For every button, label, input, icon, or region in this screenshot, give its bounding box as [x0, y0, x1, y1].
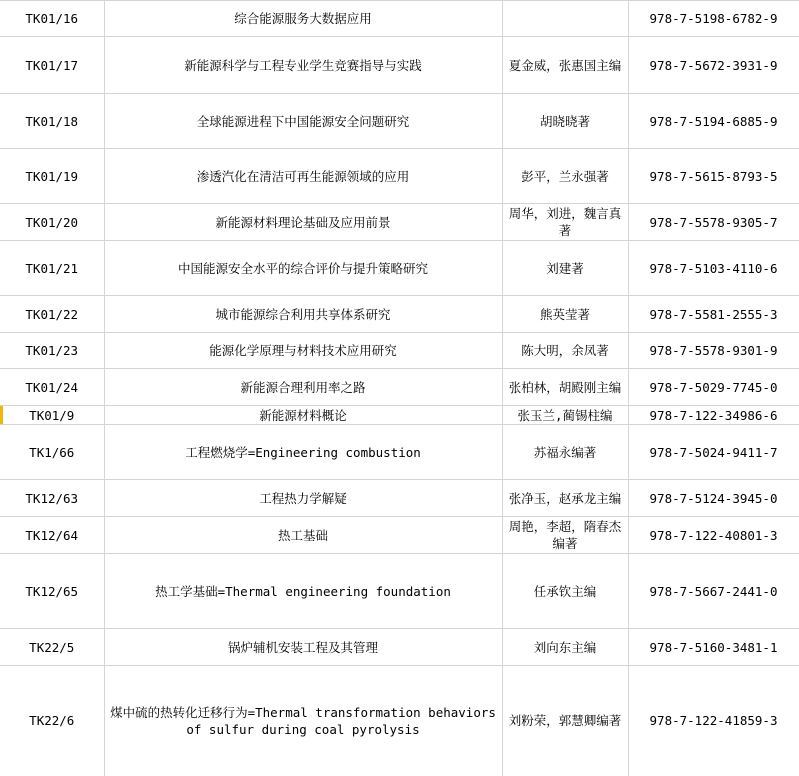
- table-row[interactable]: [0, 666, 799, 776]
- author-cell[interactable]: 周华，刘进，魏言真著: [502, 204, 628, 241]
- book-title-cell[interactable]: 新能源材料理论基础及应用前景: [104, 204, 502, 241]
- isbn-cell[interactable]: 978-7-5578-9305-7: [628, 204, 799, 241]
- book-title-cell[interactable]: 能源化学原理与材料技术应用研究: [104, 333, 502, 369]
- book-title-cell[interactable]: 热工基础: [104, 517, 502, 554]
- book-title-cell[interactable]: 中国能源安全水平的综合评价与提升策略研究: [104, 241, 502, 296]
- author-cell[interactable]: 苏福永编著: [502, 425, 628, 480]
- isbn-cell[interactable]: 978-7-5581-2555-3: [628, 296, 799, 333]
- book-title-cell[interactable]: 全球能源进程下中国能源安全问题研究: [104, 94, 502, 149]
- table-row[interactable]: [0, 1, 799, 37]
- call-number-cell[interactable]: TK01/9: [0, 406, 104, 425]
- author-cell[interactable]: 熊英莹著: [502, 296, 628, 333]
- isbn-cell[interactable]: 978-7-5160-3481-1: [628, 629, 799, 666]
- author-cell[interactable]: 周艳，李超，隋春杰编著: [502, 517, 628, 554]
- call-number-cell[interactable]: TK01/23: [0, 333, 104, 369]
- table-row[interactable]: [0, 37, 799, 94]
- author-cell[interactable]: 夏金威，张惠国主编: [502, 37, 628, 94]
- book-title-cell[interactable]: 工程燃烧学=Engineering combustion: [104, 425, 502, 480]
- book-title-cell[interactable]: 热工学基础=Thermal engineering foundation: [104, 554, 502, 629]
- call-number-cell[interactable]: TK01/17: [0, 37, 104, 94]
- book-title-cell[interactable]: 新能源材料概论: [104, 406, 502, 425]
- author-cell[interactable]: 张净玉，赵承龙主编: [502, 480, 628, 517]
- book-title-cell[interactable]: 渗透汽化在清洁可再生能源领域的应用: [104, 149, 502, 204]
- table-body: [0, 1, 799, 776]
- author-cell[interactable]: [502, 1, 628, 37]
- author-cell[interactable]: 张柏林，胡殿刚主编: [502, 369, 628, 406]
- table-row[interactable]: [0, 241, 799, 296]
- book-title-cell[interactable]: 新能源合理利用率之路: [104, 369, 502, 406]
- isbn-cell[interactable]: 978-7-5124-3945-0: [628, 480, 799, 517]
- table-row[interactable]: [0, 204, 799, 241]
- isbn-cell[interactable]: 978-7-122-40801-3: [628, 517, 799, 554]
- isbn-cell[interactable]: 978-7-122-41859-3: [628, 666, 799, 776]
- isbn-cell[interactable]: 978-7-5029-7745-0: [628, 369, 799, 406]
- book-title-cell[interactable]: 锅炉辅机安装工程及其管理: [104, 629, 502, 666]
- table-row[interactable]: [0, 333, 799, 369]
- call-number-cell[interactable]: TK12/63: [0, 480, 104, 517]
- author-cell[interactable]: 刘建著: [502, 241, 628, 296]
- table-row[interactable]: [0, 149, 799, 204]
- table-row[interactable]: [0, 629, 799, 666]
- author-cell[interactable]: 陈大明，余凤著: [502, 333, 628, 369]
- book-title-cell[interactable]: 综合能源服务大数据应用: [104, 1, 502, 37]
- call-number-cell[interactable]: TK01/19: [0, 149, 104, 204]
- call-number-cell[interactable]: TK1/66: [0, 425, 104, 480]
- call-number-cell[interactable]: TK12/65: [0, 554, 104, 629]
- isbn-cell[interactable]: 978-7-5615-8793-5: [628, 149, 799, 204]
- table-row[interactable]: [0, 480, 799, 517]
- author-cell[interactable]: 刘向东主编: [502, 629, 628, 666]
- call-number-cell[interactable]: TK12/64: [0, 517, 104, 554]
- isbn-cell[interactable]: 978-7-122-34986-6: [628, 406, 799, 425]
- table-row[interactable]: [0, 554, 799, 629]
- isbn-cell[interactable]: 978-7-5672-3931-9: [628, 37, 799, 94]
- author-cell[interactable]: 任承钦主编: [502, 554, 628, 629]
- isbn-cell[interactable]: 978-7-5198-6782-9: [628, 1, 799, 37]
- table-row[interactable]: [0, 94, 799, 149]
- isbn-cell[interactable]: 978-7-5578-9301-9: [628, 333, 799, 369]
- author-cell[interactable]: 彭平，兰永强著: [502, 149, 628, 204]
- table-row[interactable]: [0, 517, 799, 554]
- book-title-cell[interactable]: 城市能源综合利用共享体系研究: [104, 296, 502, 333]
- call-number-cell[interactable]: TK22/5: [0, 629, 104, 666]
- book-title-cell[interactable]: 煤中硫的热转化迁移行为=Thermal transformation behaviors of sulfur during coal pyrolysis: [104, 666, 502, 776]
- call-number-cell[interactable]: TK01/22: [0, 296, 104, 333]
- author-cell[interactable]: 胡晓晓著: [502, 94, 628, 149]
- isbn-cell[interactable]: 978-7-5194-6885-9: [628, 94, 799, 149]
- call-number-cell[interactable]: TK01/21: [0, 241, 104, 296]
- book-title-cell[interactable]: 工程热力学解疑: [104, 480, 502, 517]
- isbn-cell[interactable]: 978-7-5667-2441-0: [628, 554, 799, 629]
- author-cell[interactable]: 刘粉荣，郭慧卿编著: [502, 666, 628, 776]
- author-cell[interactable]: 张玉兰,蔺锡柱编: [502, 406, 628, 425]
- book-title-cell[interactable]: 新能源科学与工程专业学生竞赛指导与实践: [104, 37, 502, 94]
- table-row[interactable]: [0, 406, 799, 425]
- call-number-cell[interactable]: TK01/24: [0, 369, 104, 406]
- call-number-cell[interactable]: TK01/20: [0, 204, 104, 241]
- table-row[interactable]: [0, 425, 799, 480]
- isbn-cell[interactable]: 978-7-5024-9411-7: [628, 425, 799, 480]
- call-number-cell[interactable]: TK01/16: [0, 1, 104, 37]
- call-number-cell[interactable]: TK22/6: [0, 666, 104, 776]
- call-number-cell[interactable]: TK01/18: [0, 94, 104, 149]
- isbn-cell[interactable]: 978-7-5103-4110-6: [628, 241, 799, 296]
- table-row[interactable]: [0, 296, 799, 333]
- table-row[interactable]: [0, 369, 799, 406]
